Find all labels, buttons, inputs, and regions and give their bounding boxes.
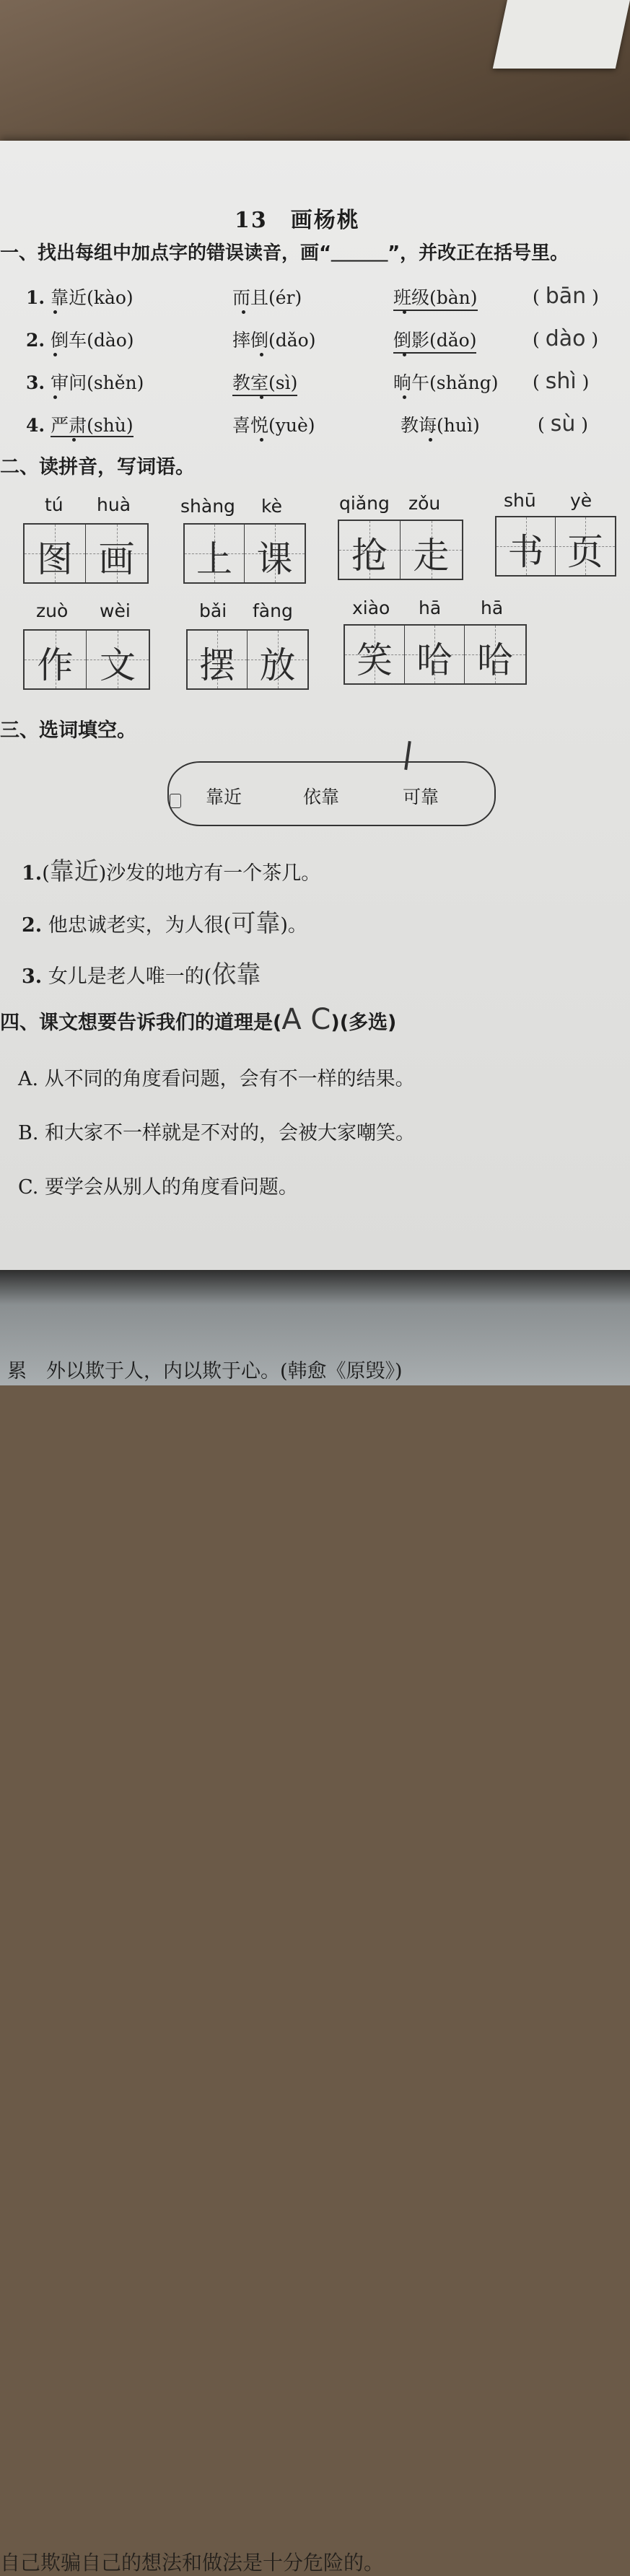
paper-corner: [493, 0, 630, 69]
writing-grid: [495, 516, 616, 577]
handwritten-char: 画: [98, 538, 135, 580]
emphasis-dot: [53, 395, 57, 399]
item-text: 他忠诚老实，为人很(: [48, 914, 232, 937]
word-b: 教室(sì): [232, 369, 297, 396]
underlying-text-line-1: 自己欺骗自己的想法和做法是十分危险的。: [0, 2551, 385, 2575]
emphasis-dot: [53, 353, 57, 356]
word-b: 摔倒(dǎo): [232, 330, 316, 351]
handwritten-answer: shì: [545, 369, 577, 394]
pinyin: fàng: [253, 600, 293, 621]
handwritten-char: 摆: [199, 644, 235, 686]
pinyin: zuò: [36, 600, 69, 621]
handwritten-char: 上: [196, 538, 232, 580]
question-number: 2.: [22, 914, 43, 937]
word-a: 靠近(kào): [51, 287, 134, 308]
emphasis-dot: [403, 310, 406, 314]
question-number: 1.: [22, 862, 43, 885]
question-number: 4.: [26, 415, 45, 436]
pinyin: shū: [504, 490, 536, 511]
emphasis-dot: [242, 310, 245, 314]
option-a: A. 从不同的角度看问题，会有不一样的结果。: [18, 1068, 415, 1090]
handwritten-char: 作: [37, 644, 74, 686]
writing-grid: [186, 629, 309, 690]
handwritten-answer: 可靠: [231, 909, 281, 938]
section-4-heading: [0, 1003, 396, 1036]
handwritten-char: 走: [413, 535, 450, 577]
underlying-page: [0, 1270, 630, 2575]
pinyin: huà: [97, 494, 131, 515]
handwritten-answer: 依靠: [211, 960, 261, 989]
writing-grid: [23, 629, 150, 690]
word-a: 倒车(dào): [51, 330, 134, 351]
question-number: 1.: [26, 287, 45, 308]
fill-item-3: [22, 955, 261, 990]
word-c: 倒影(dǎo): [393, 326, 476, 354]
word-a: 严肃(shù): [51, 415, 134, 436]
underlying-text-line-2: 累 外以欺于人，内以欺于心。(韩愈《原毁》): [7, 1360, 403, 1383]
word-c: 晌午(shǎng): [393, 372, 499, 393]
writing-grid: [183, 523, 306, 584]
worksheet-page: 13 画杨桃 一、找出每组中加点字的错误读音，画“＿＿＿”，并改正在括号里。 1. 靠近(kào) 而且(ér) 班级(bàn) ( bān ) 2. 倒车(dào) 摔倒(dǎo) 倒影(dǎo) ( dào ) 3. 审问(shěn) 教室(sì) 晌午(shǎng) ( shì ) 4. 严肃(shù) 喜悦(yuè) 教诲(huì) ( sù ) 二、读拼音，写词语。 tú huà shàng kè qiǎng zǒu shū yè 图 画 上 课 抢 走 书 页 zuò wèi bǎi fàng xiào hā hā 作 文 摆 放 笑 哈 哈 三、选词填空。 靠近 依靠 可靠 1.(靠近)沙发的地方有一个茶几。 2. 他忠诚老实，为人很(可靠)。 3. 女儿是老人唯一的(依靠 四、课文想要告诉我们的道理是(A C)(多选) A. 从不同的角度看问题，会有不一样的结果。 B. 和大家不一样就是不对的，会被大家嘲笑。 C. 要学会从别人的角度看问题。: [0, 141, 630, 1274]
handwritten-char: 书: [507, 531, 544, 573]
emphasis-dot: [260, 438, 263, 442]
option-c: C. 要学会从别人的角度看问题。: [18, 1176, 298, 1199]
pinyin: qiǎng: [339, 493, 390, 514]
pinyin: kè: [261, 496, 282, 517]
handwritten-char: 抢: [351, 535, 388, 577]
pinyin: yè: [570, 490, 592, 511]
heading-text: 四、课文想要告诉我们的道理是(: [0, 1012, 282, 1034]
emphasis-dot: [403, 395, 406, 399]
handwritten-answer: bān: [545, 284, 587, 309]
handwritten-answer: 靠近: [49, 857, 99, 886]
handwritten-answer: sù: [550, 411, 576, 437]
question-number: 3.: [26, 372, 45, 393]
handwritten-answer: dào: [545, 326, 586, 351]
handwritten-char: 图: [37, 538, 73, 580]
page-title: 13 画杨桃: [235, 208, 360, 233]
emphasis-dot: [260, 353, 263, 356]
pinyin: wèi: [100, 600, 131, 621]
pinyin: shàng: [180, 496, 235, 517]
pinyin: hā: [481, 597, 504, 618]
emphasis-dot: [260, 395, 263, 399]
handwritten-char: 放: [259, 644, 296, 686]
pinyin: zǒu: [408, 493, 441, 514]
fill-item-2: [22, 903, 307, 939]
handwritten-char: 课: [256, 538, 293, 580]
item-text: (: [42, 862, 50, 885]
word-b: 喜悦(yuè): [232, 415, 315, 436]
brush-pot-icon: [170, 794, 181, 808]
emphasis-dot: [53, 310, 57, 314]
handwritten-char: 页: [567, 531, 603, 573]
handwritten-char: 文: [100, 644, 136, 686]
pinyin: xiào: [352, 597, 390, 618]
pinyin: bǎi: [199, 600, 227, 621]
section-2-heading: 二、读拼音，写词语。: [0, 456, 195, 478]
emphasis-dot: [403, 353, 406, 356]
pinyin: tú: [45, 494, 64, 515]
handwritten-char: 哈: [416, 639, 452, 681]
writing-grid: [23, 523, 149, 584]
item-text: )沙发的地方有一个茶几。: [98, 862, 321, 885]
emphasis-dot: [72, 438, 76, 442]
word-b: 而且(ér): [232, 287, 302, 308]
section-1-heading: 一、找出每组中加点字的错误读音，画“＿＿＿”，并改正在括号里。: [0, 242, 569, 264]
item-text: 女儿是老人唯一的(: [48, 965, 212, 988]
handwritten-char: 笑: [356, 639, 393, 681]
emphasis-dot: [429, 438, 432, 442]
handwritten-char: 哈: [477, 639, 513, 681]
pinyin: hā: [419, 597, 442, 618]
writing-grid: [344, 624, 527, 685]
handwritten-answer: A C: [281, 1003, 331, 1036]
section-3-heading: 三、选词填空。: [0, 719, 136, 742]
heading-text: )(多选): [331, 1012, 397, 1034]
word-c: 教诲(huì): [401, 415, 480, 436]
question-number: 3.: [22, 965, 43, 988]
word-choice: 靠近: [206, 787, 242, 807]
word-choice: 可靠: [403, 787, 439, 807]
word-c: 班级(bàn): [393, 284, 478, 311]
option-b: B. 和大家不一样就是不对的，会被大家嘲笑。: [18, 1122, 416, 1144]
item-text: )。: [280, 914, 307, 937]
fill-item-1: [22, 851, 320, 887]
word-a: 审问(shěn): [51, 372, 144, 393]
writing-grid: [338, 520, 463, 580]
word-choice: 依靠: [303, 787, 340, 807]
question-number: 2.: [26, 330, 45, 351]
